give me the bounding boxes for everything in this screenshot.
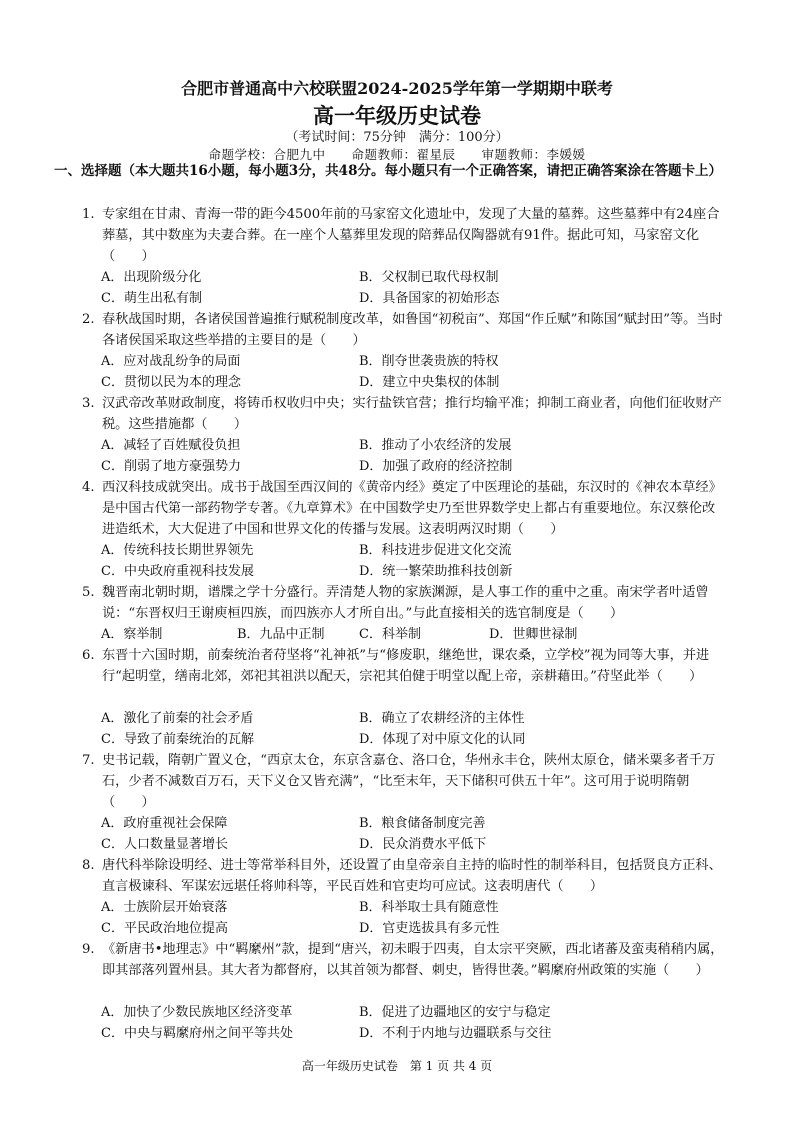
question-4	[82, 477, 728, 540]
question-stem: 史书记载，隋朝广置义仓，“西京太仓，东京含嘉仓、洛口仓，华州永丰仓，陕州太原仓，储米粟多者千万石，少者不减数百万石，天下义仓又皆充满”，“比至末年，天下储积可供五十年”。这可用于说明隋朝（ ）	[102, 753, 716, 810]
question-stem: 《新唐书•地理志》中“羁縻州”款，提到“唐兴，初未暇于四夷，自太宗平突厥，西北诸蕃及蛮夷稍稍内属，即其部落列置州县。其大者为都督府，以其首领为都督、刺史，皆得世袭。”羁縻府州政策的实施（ ）	[102, 942, 724, 978]
page-footer: 高一年级历史试卷 第 1 页 共 4 页	[301, 1059, 493, 1073]
option-c[interactable]: C．削弱了地方豪强势力	[101, 459, 241, 474]
option-b[interactable]: B．粮食储备制度完善	[359, 816, 486, 831]
option-d[interactable]: D．统一繁荣助推科技创新	[359, 564, 513, 579]
option-a[interactable]: A．应对战乱纷争的局面	[101, 354, 241, 369]
option-b[interactable]: B．推动了小农经济的发展	[359, 438, 512, 453]
question-number: 8.	[82, 858, 95, 873]
question-stem: 魏晋南北朝时期，谱牒之学十分盛行。弄清楚人物的家族渊源，是人事工作的重中之重。南宋学者叶适曾说：“东晋权归王谢庾桓四族，而四族亦人才所自出。”与此直接相关的选官制度是（ ）	[102, 585, 709, 621]
option-c[interactable]: C．人口数量显著增长	[101, 837, 228, 852]
option-d[interactable]: D．不利于内地与边疆联系与交往	[359, 1026, 552, 1041]
option-d[interactable]: D．加强了政府的经济控制	[359, 459, 513, 474]
option-a[interactable]: A．政府重视社会保障	[101, 816, 228, 831]
question-3	[82, 393, 728, 435]
option-b[interactable]: B．科举取士具有随意性	[359, 900, 499, 915]
option-d[interactable]: D．世卿世禄制	[489, 627, 578, 642]
question-number: 3.	[82, 396, 95, 411]
option-b[interactable]: B．削夺世袭贵族的特权	[359, 354, 499, 369]
option-a[interactable]: A．减轻了百姓赋役负担	[101, 438, 241, 453]
option-d[interactable]: D．官吏选拔具有多元性	[359, 921, 500, 936]
question-2	[82, 309, 728, 351]
option-b[interactable]: B．父权制已取代母权制	[359, 270, 499, 285]
question-stem: 唐代科举除设明经、进士等常举科目外，还设置了由皇帝亲自主持的临时性的制举科目，包括贤良方正科、直言极谏科、军谋宏远堪任将帅科等，平民百姓和官吏均可应试。这表明唐代（ ）	[102, 858, 722, 894]
question-stem: 西汉科技成就突出。成书于战国至西汉间的《黄帝内经》奠定了中医理论的基础，东汉时的《神农本草经》是中国古代第一部药物学专著。《九章算术》在中国数学史乃至世界数学史上都占有重要地位。东汉蔡伦改进造纸术，大大促进了中国和世界文化的传播与发展。这表明两汉时期（ ）	[102, 480, 722, 537]
option-c[interactable]: C．中央与羁縻府州之间平等共处	[101, 1026, 293, 1041]
question-number: 7.	[82, 753, 95, 768]
question-1	[82, 204, 728, 267]
question-stem: 专家组在甘肃、青海一带的距今4500年前的马家窑文化遗址中，发现了大量的墓葬。这些墓葬中有24座合葬墓，其中数座为夫妻合葬。在一座个人墓葬里发现的陪葬品仅陶器就有91件。据此可知，马家窑文化（ ）	[102, 207, 720, 264]
exam-subtitle: 高一年级历史试卷	[313, 103, 481, 128]
option-a[interactable]: A．察举制	[101, 627, 163, 642]
option-d[interactable]: D．体现了对中原文化的认同	[359, 732, 526, 747]
option-a[interactable]: A．士族阶层开始衰落	[101, 900, 228, 915]
option-a[interactable]: A．传统科技长期世界领先	[101, 543, 254, 558]
question-stem: 东晋十六国时期，前秦统治者苻坚将“礼神祇”与“修废职，继绝世，课农桑，立学校”视为同等大事，并进行“起明堂，缮南北郊，郊祀其祖洪以配天，宗祀其伯健于明堂以配上帝，亲耕藉田。”苻坚此举（ ）	[102, 648, 710, 684]
question-7	[82, 750, 728, 813]
option-c[interactable]: C．贯彻以民为本的理念	[101, 375, 241, 390]
question-9	[82, 939, 728, 981]
option-b[interactable]: B．九品中正制	[237, 627, 325, 642]
question-5	[82, 582, 728, 624]
question-6	[82, 645, 728, 687]
exam-info: （考试时间：75分钟 满分：100分）	[285, 130, 509, 145]
option-b[interactable]: B．促进了边疆地区的安宁与稳定	[359, 1005, 551, 1020]
section-heading	[54, 162, 727, 181]
question-number: 9.	[82, 942, 95, 957]
option-c[interactable]: C．平民政治地位提高	[101, 921, 228, 936]
option-c[interactable]: C．萌生出私有制	[101, 291, 202, 306]
option-a[interactable]: A．激化了前秦的社会矛盾	[101, 711, 254, 726]
option-b[interactable]: B．科技进步促进文化交流	[359, 543, 512, 558]
question-number: 5.	[82, 585, 95, 600]
question-number: 4.	[82, 480, 95, 495]
exam-title: 合肥市普通高中六校联盟2024-2025学年第一学期期中联考	[181, 79, 613, 98]
question-8	[82, 855, 728, 897]
option-d[interactable]: D．建立中央集权的体制	[359, 375, 500, 390]
option-a[interactable]: A．出现阶级分化	[101, 270, 202, 285]
question-stem: 春秋战国时期，各诸侯国普遍推行赋税制度改革，如鲁国“初税亩”、郑国“作丘赋”和陈国“赋封田”等。当时各诸侯国采取这些举措的主要目的是（ ）	[102, 312, 723, 348]
option-d[interactable]: D．民众消费水平低下	[359, 837, 487, 852]
option-d[interactable]: D．具备国家的初始形态	[359, 291, 500, 306]
option-b[interactable]: B．确立了农耕经济的主体性	[359, 711, 525, 726]
question-number: 2.	[82, 312, 95, 327]
option-a[interactable]: A．加快了少数民族地区经济变革	[101, 1005, 293, 1020]
option-c[interactable]: C．科举制	[359, 627, 421, 642]
option-c[interactable]: C．中央政府重视科技发展	[101, 564, 254, 579]
exam-authors: 命题学校：合肥九中 命题教师：翟星辰 审题教师：李媛媛	[208, 147, 586, 162]
question-stem: 汉武帝改革财政制度，将铸币权收归中央；实行盐铁官营；推行均输平准；抑制工商业者，向他们征收财产税。这些措施都（ ）	[102, 396, 722, 432]
option-c[interactable]: C．导致了前秦统治的瓦解	[101, 732, 254, 747]
question-number: 1.	[82, 207, 95, 222]
section-label: 一、选择题（本大题共16小题，每小题3分，共48分。每小题只有一个正确答案，请把正确答案涂在答题卡上）	[54, 163, 722, 179]
question-number: 6.	[82, 648, 95, 663]
